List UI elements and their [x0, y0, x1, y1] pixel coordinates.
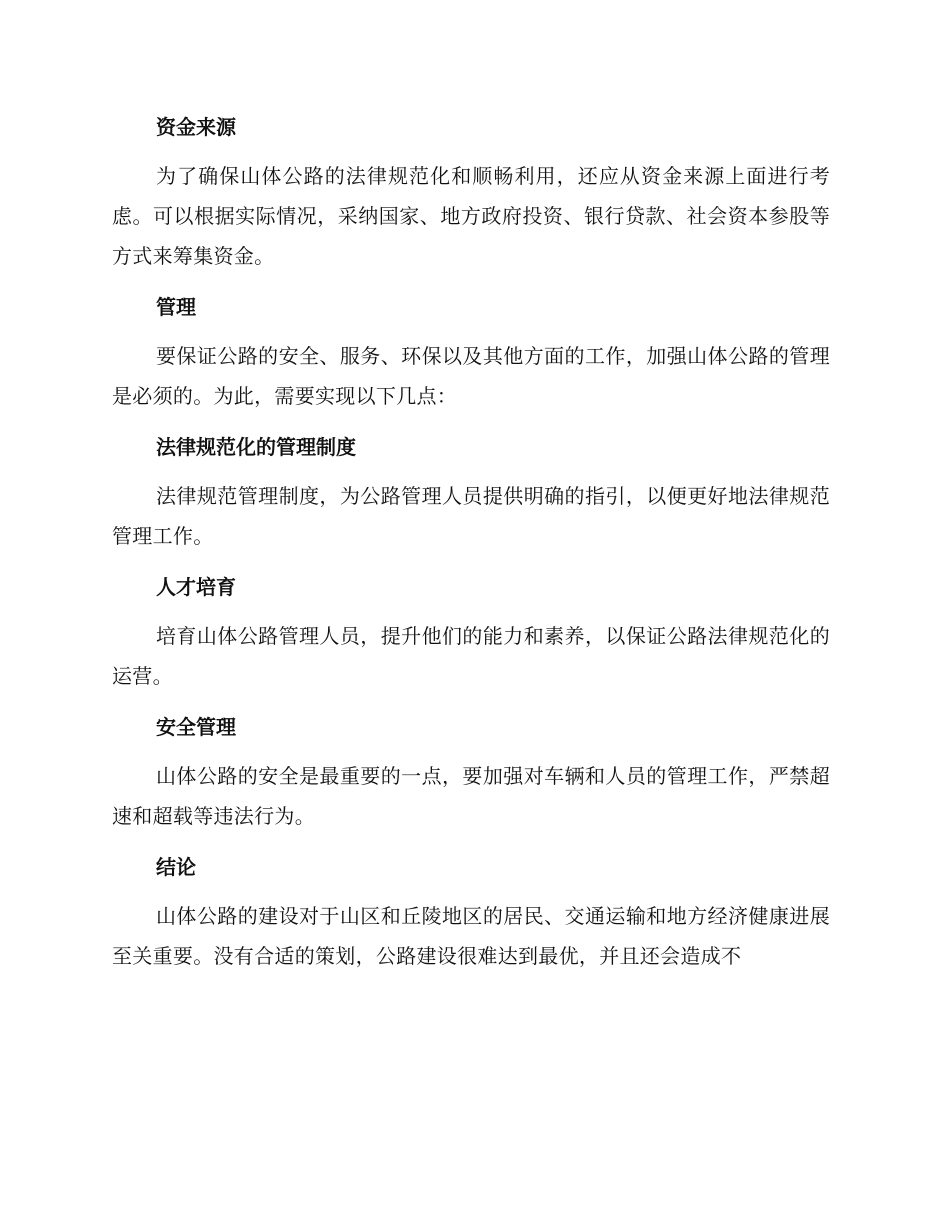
section-heading-conclusion: 结论 — [156, 855, 196, 879]
section-heading-talent: 人才培育 — [156, 575, 236, 599]
section-heading-legal-system: 法律规范化的管理制度 — [156, 435, 356, 459]
section-paragraph-funding: 为了确保山体公路的法律规范化和顺畅利用，还应从资金来源上面进行考虑。可以根据实际情况，采纳国家、地方政府投资、银行贷款、社会资本参股等方式来筹集资金。 — [112, 164, 830, 268]
section-paragraph-management: 要保证公路的安全、服务、环保以及其他方面的工作，加强山体公路的管理是必须的。为此，需要实现以下几点： — [112, 344, 830, 408]
document-body — [112, 108, 830, 988]
section-paragraph-talent: 培育山体公路管理人员，提升他们的能力和素养，以保证公路法律规范化的运营。 — [112, 624, 830, 688]
section-heading-management: 管理 — [156, 295, 196, 319]
section-heading-funding: 资金来源 — [156, 115, 236, 139]
section-heading-safety: 安全管理 — [156, 715, 236, 739]
section-paragraph-legal-system: 法律规范管理制度，为公路管理人员提供明确的指引，以便更好地法律规范管理工作。 — [112, 484, 830, 548]
section-paragraph-safety: 山体公路的安全是最重要的一点，要加强对车辆和人员的管理工作，严禁超速和超载等违法行为。 — [112, 764, 830, 828]
section-paragraph-conclusion: 山体公路的建设对于山区和丘陵地区的居民、交通运输和地方经济健康进展至关重要。没有合适的策划，公路建设很难达到最优，并且还会造成不 — [112, 904, 830, 968]
